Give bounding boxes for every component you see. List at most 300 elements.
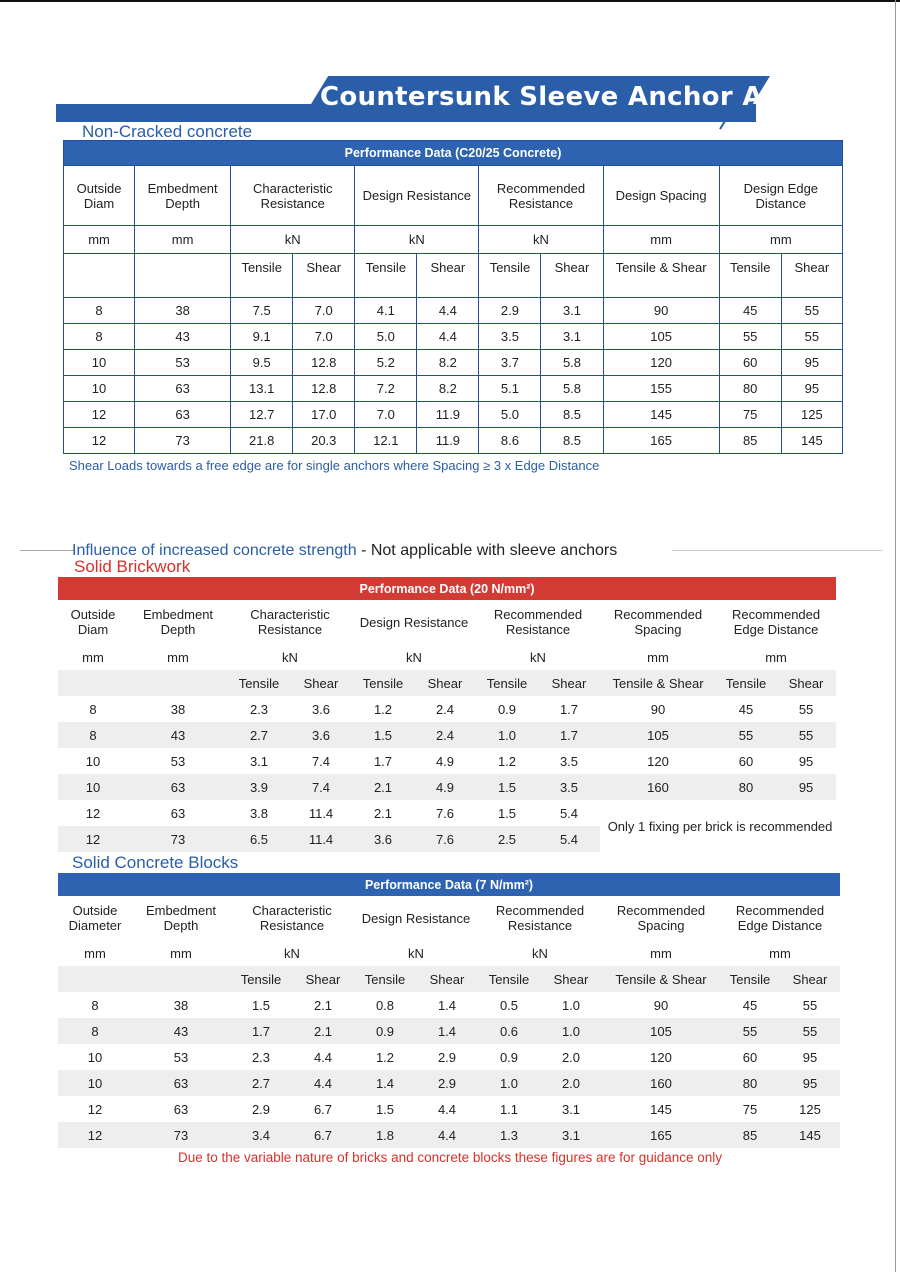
- table-cell: 165: [602, 1122, 720, 1148]
- col-header: Characteristic Resistance: [231, 166, 355, 226]
- col-header: Embedment Depth: [142, 607, 214, 637]
- col-header: Design Resistance: [355, 166, 479, 226]
- table-cell: 1.4: [354, 1070, 416, 1096]
- table-cell: 80: [716, 774, 776, 800]
- table-cell: 45: [742, 997, 758, 1013]
- table-cell: 12.1: [355, 428, 417, 454]
- table-cell: 55: [781, 298, 842, 324]
- col-header: Embedment Depth: [135, 166, 231, 226]
- table-cell: 2.0: [540, 1070, 602, 1096]
- table-cell: 2.1: [373, 805, 393, 821]
- unit-cell: kN: [479, 226, 603, 254]
- table-cell: 4.9: [435, 753, 455, 769]
- table-cell: 55: [780, 1018, 840, 1044]
- table-cell: 4.9: [414, 774, 476, 800]
- col-header: Recommended Resistance: [479, 166, 603, 226]
- table-cell: 7.4: [290, 774, 352, 800]
- table-cell: 63: [135, 376, 231, 402]
- table-row: [58, 1122, 840, 1148]
- table-cell: 12: [64, 428, 135, 454]
- col-header: Design Resistance: [359, 614, 469, 630]
- table-row: [58, 1070, 840, 1096]
- table-cell: 3.1: [540, 1122, 602, 1148]
- sub-header: Shear: [290, 670, 352, 696]
- unit-cell: mm: [84, 945, 106, 961]
- table-cell: 1.0: [476, 722, 538, 748]
- table-cell: 8: [58, 1018, 132, 1044]
- table-cell: 12: [87, 1101, 103, 1117]
- table-cell: 55: [781, 324, 842, 350]
- table-cell: 145: [650, 1101, 672, 1117]
- empty-cell: [58, 670, 128, 696]
- sub-header: Shear: [292, 966, 354, 992]
- table-cell: 3.5: [559, 753, 579, 769]
- table-cell: 7.6: [414, 826, 476, 852]
- table-cell: 4.4: [313, 1049, 333, 1065]
- table-cell: 43: [128, 722, 228, 748]
- sub-header: Tensile: [354, 966, 416, 992]
- table-cell: 38: [170, 701, 186, 717]
- table-cell: 90: [653, 997, 669, 1013]
- sub-header: Shear: [417, 254, 479, 298]
- table-cell: 6.5: [228, 826, 290, 852]
- sub-header: Shear: [541, 254, 603, 298]
- col-header: Recommended Spacing: [613, 607, 703, 637]
- empty-cell: [132, 966, 230, 992]
- table-cell: 2.1: [313, 997, 333, 1013]
- table-cell: 10: [85, 753, 101, 769]
- table-cell: 0.9: [499, 1049, 519, 1065]
- col-header: Recommended Spacing: [616, 903, 706, 933]
- table-cell: 5.2: [355, 350, 417, 376]
- table-cell: 4.4: [417, 324, 479, 350]
- table-header: Performance Data (7 N/mm²): [58, 873, 840, 896]
- table-cell: 55: [716, 722, 776, 748]
- table-cell: 38: [135, 298, 231, 324]
- table-cell: 1.2: [375, 1049, 395, 1065]
- table-cell: 8.5: [541, 402, 603, 428]
- unit-cell: mm: [135, 226, 231, 254]
- unit-cell: kN: [231, 226, 355, 254]
- table-row: [64, 350, 843, 376]
- table-cell: 1.8: [354, 1122, 416, 1148]
- table-cell: 125: [781, 402, 842, 428]
- table-cell: 11.4: [290, 826, 352, 852]
- page-top-border: [0, 0, 900, 2]
- table-cell: 125: [799, 1101, 821, 1117]
- table-cell: 1.1: [499, 1101, 519, 1117]
- sub-header: Tensile: [716, 670, 776, 696]
- col-header: Outside Diameter: [68, 903, 122, 933]
- unit-cell: mm: [650, 945, 672, 961]
- table-cell: 1.5: [251, 997, 271, 1013]
- table-cell: 10: [58, 774, 128, 800]
- table-cell: 160: [602, 1070, 720, 1096]
- table-cell: 105: [600, 722, 716, 748]
- table-cell: 1.2: [497, 753, 517, 769]
- sub-header: Shear: [414, 670, 476, 696]
- influence-title: Influence of increased concrete strength: [72, 542, 357, 559]
- table-cell: 2.9: [251, 1101, 271, 1117]
- sub-header: Tensile: [719, 254, 781, 298]
- table-cell: 5.0: [479, 402, 541, 428]
- table-row: [58, 748, 836, 774]
- col-header: Recommended Edge Distance: [735, 903, 825, 933]
- sub-header: Tensile & Shear: [603, 254, 719, 298]
- table-cell: 1.0: [561, 997, 581, 1013]
- table-cell: 1.2: [373, 701, 393, 717]
- col-header: Characteristic Resistance: [252, 903, 332, 933]
- table-cell: 0.9: [497, 701, 517, 717]
- table-cell: 2.7: [230, 1070, 292, 1096]
- table-cell: 12: [85, 805, 101, 821]
- unit-cell: mm: [167, 649, 189, 665]
- table-cell: 8.2: [417, 376, 479, 402]
- table-cell: 60: [738, 753, 754, 769]
- table-cell: 53: [173, 1049, 189, 1065]
- sub-header: Tensile & Shear: [602, 966, 720, 992]
- table-cell: 2.1: [292, 1018, 354, 1044]
- sub-header: Shear: [538, 670, 600, 696]
- table-cell: 4.4: [437, 1101, 457, 1117]
- table-non-cracked: [63, 140, 843, 454]
- table-cell: 9.5: [231, 350, 293, 376]
- table-cell: 38: [173, 997, 189, 1013]
- table-cell: 0.6: [478, 1018, 540, 1044]
- table-cell: 4.4: [292, 1070, 354, 1096]
- table-cell: 73: [128, 826, 228, 852]
- sub-header: Tensile: [352, 670, 414, 696]
- table-row: [58, 696, 836, 722]
- table-row: [64, 324, 843, 350]
- table-cell: 17.0: [293, 402, 355, 428]
- table-cell: 2.7: [228, 722, 290, 748]
- unit-cell: mm: [765, 649, 787, 665]
- influence-caveat: - Not applicable with sleeve anchors: [356, 542, 618, 559]
- table-cell: 1.7: [230, 1018, 292, 1044]
- unit-cell: kN: [355, 226, 479, 254]
- table-cell: 43: [135, 324, 231, 350]
- sub-header: Shear: [776, 670, 836, 696]
- table-cell: 8.6: [479, 428, 541, 454]
- table-cell: 5.1: [479, 376, 541, 402]
- table-cell: 2.4: [414, 722, 476, 748]
- unit-cell: kN: [406, 649, 422, 665]
- table-cell: 1.7: [373, 753, 393, 769]
- unit-cell: mm: [603, 226, 719, 254]
- table-cell: 55: [802, 997, 818, 1013]
- col-header: Design Resistance: [361, 910, 471, 926]
- table-cell: 60: [742, 1049, 758, 1065]
- table-cell: 11.4: [308, 805, 334, 821]
- table-cell: 1.5: [497, 805, 517, 821]
- table-cell: 6.7: [292, 1122, 354, 1148]
- table-cell: 11.9: [417, 402, 479, 428]
- table-cell: 4.1: [355, 298, 417, 324]
- col-header: Recommended Edge Distance: [731, 607, 821, 637]
- table-cell: 7.5: [231, 298, 293, 324]
- table-cell: 63: [132, 1070, 230, 1096]
- table-cell: 55: [798, 701, 814, 717]
- unit-cell: kN: [408, 945, 424, 961]
- col-header: Recommended Resistance: [495, 903, 585, 933]
- divider: [672, 550, 882, 551]
- table-cell: 2.9: [416, 1070, 478, 1096]
- table-cell: 95: [802, 1049, 818, 1065]
- table-cell: 73: [132, 1122, 230, 1148]
- table-cell: 10: [64, 376, 135, 402]
- table-cell: 12.7: [231, 402, 293, 428]
- table-cell: 60: [719, 350, 781, 376]
- guidance-note: Due to the variable nature of bricks and concrete blocks these figures are for guidance only: [177, 1150, 723, 1165]
- unit-cell: mm: [719, 226, 842, 254]
- table-cell: 1.5: [476, 774, 538, 800]
- table-row: [58, 1096, 840, 1122]
- table-cell: 3.1: [541, 298, 603, 324]
- table-cell: 3.6: [311, 701, 331, 717]
- sub-header: Tensile: [479, 254, 541, 298]
- sub-header: Tensile: [230, 966, 292, 992]
- section-non-cracked: Non-Cracked concrete: [82, 122, 253, 141]
- table-cell: 1.4: [416, 1018, 478, 1044]
- table-cell: 120: [647, 753, 669, 769]
- table-cell: 5.4: [538, 826, 600, 852]
- table-cell: 10: [58, 1070, 132, 1096]
- sub-header: Tensile: [231, 254, 293, 298]
- sub-header: Tensile: [228, 670, 290, 696]
- table-cell: 80: [720, 1070, 780, 1096]
- table-cell: 7.0: [355, 402, 417, 428]
- section-solid-brickwork: Solid Brickwork: [74, 557, 191, 576]
- table-cell: 11.9: [417, 428, 479, 454]
- table-cell: 2.9: [437, 1049, 457, 1065]
- empty-cell: [128, 670, 228, 696]
- table-cell: 12.8: [293, 376, 355, 402]
- table-cell: 7.0: [293, 324, 355, 350]
- table-cell: 3.4: [230, 1122, 292, 1148]
- table-solid-brickwork: [58, 577, 836, 852]
- table1-note: Shear Loads towards a free edge are for single anchors where Spacing ≥ 3 x Edge Distance: [69, 458, 600, 473]
- table-cell: 8.2: [417, 350, 479, 376]
- table-cell: 5.8: [541, 376, 603, 402]
- table-cell: 80: [719, 376, 781, 402]
- unit-cell: mm: [82, 649, 104, 665]
- table-cell: 12: [64, 402, 135, 428]
- table-cell: 55: [720, 1018, 780, 1044]
- table-cell: 0.5: [499, 997, 519, 1013]
- table-cell: 0.8: [375, 997, 395, 1013]
- table-cell: 120: [603, 350, 719, 376]
- divider: [20, 550, 74, 551]
- unit-cell: kN: [530, 649, 546, 665]
- table-cell: 7.6: [435, 805, 455, 821]
- table-row: [64, 428, 843, 454]
- table-cell: 7.2: [355, 376, 417, 402]
- table-cell: 95: [780, 1070, 840, 1096]
- sub-header: Tensile: [355, 254, 417, 298]
- table-cell: 53: [170, 753, 186, 769]
- unit-cell: mm: [64, 226, 135, 254]
- table-cell: 7.4: [311, 753, 331, 769]
- table-cell: 55: [719, 324, 781, 350]
- sub-header: Tensile: [720, 966, 780, 992]
- table-cell: 4.4: [417, 298, 479, 324]
- table-cell: 20.3: [293, 428, 355, 454]
- table-cell: 21.8: [231, 428, 293, 454]
- unit-cell: mm: [647, 649, 669, 665]
- table-cell: 2.9: [479, 298, 541, 324]
- table-cell: 8.5: [541, 428, 603, 454]
- sub-header: Shear: [780, 966, 840, 992]
- table-row: [64, 402, 843, 428]
- table-cell: 105: [603, 324, 719, 350]
- table-cell: 12: [58, 826, 128, 852]
- table-cell: 120: [650, 1049, 672, 1065]
- col-header: Design Edge Distance: [719, 166, 842, 226]
- table-cell: 105: [602, 1018, 720, 1044]
- table-cell: 2.4: [435, 701, 455, 717]
- table-cell: 12: [58, 1122, 132, 1148]
- table-cell: 63: [135, 402, 231, 428]
- table-row: [64, 376, 843, 402]
- table-cell: 1.0: [540, 1018, 602, 1044]
- table-cell: 55: [776, 722, 836, 748]
- table-cell: 3.7: [479, 350, 541, 376]
- table-cell: 2.3: [251, 1049, 271, 1065]
- table-row: [58, 1018, 840, 1044]
- table-cell: 1.0: [478, 1070, 540, 1096]
- table-row: [58, 1044, 840, 1070]
- table-cell: 1.3: [478, 1122, 540, 1148]
- table-cell: 1.5: [375, 1101, 395, 1117]
- table-cell: 10: [64, 350, 135, 376]
- table-cell: 85: [720, 1122, 780, 1148]
- sub-header: Tensile: [476, 670, 538, 696]
- table-cell: 3.1: [541, 324, 603, 350]
- table-cell: 1.7: [559, 701, 579, 717]
- empty-cell: [58, 966, 132, 992]
- table-cell: 160: [600, 774, 716, 800]
- table-cell: 8: [91, 997, 99, 1013]
- unit-cell: mm: [170, 945, 192, 961]
- table-cell: 3.6: [290, 722, 352, 748]
- col-header: Design Spacing: [603, 166, 719, 226]
- section-solid-concrete-blocks: Solid Concrete Blocks: [72, 853, 239, 872]
- table-cell: 5.0: [355, 324, 417, 350]
- sub-header: Shear: [293, 254, 355, 298]
- table-cell: 3.6: [352, 826, 414, 852]
- table-cell: 9.1: [231, 324, 293, 350]
- table-cell: 145: [780, 1122, 840, 1148]
- table-row: [58, 774, 836, 800]
- table-cell: 53: [135, 350, 231, 376]
- table-cell: 165: [603, 428, 719, 454]
- table-cell: 95: [781, 350, 842, 376]
- col-header: Recommended Resistance: [493, 607, 583, 637]
- page-right-border: [895, 0, 896, 1272]
- sub-header: Tensile: [478, 966, 540, 992]
- table-cell: 2.1: [352, 774, 414, 800]
- table-cell: 2.0: [561, 1049, 581, 1065]
- sub-header: Tensile & Shear: [600, 670, 716, 696]
- table-cell: 95: [781, 376, 842, 402]
- table-cell: 8: [64, 298, 135, 324]
- table-cell: 13.1: [231, 376, 293, 402]
- table-cell: 63: [173, 1101, 189, 1117]
- table-header: Performance Data (C20/25 Concrete): [64, 141, 843, 166]
- col-header: Characteristic Resistance: [250, 607, 330, 637]
- col-header: Outside Diam: [70, 607, 116, 637]
- table-cell: 75: [719, 402, 781, 428]
- table-cell: 45: [719, 298, 781, 324]
- table-header: Performance Data (20 N/mm²): [58, 577, 836, 600]
- table-solid-concrete-blocks: [58, 873, 840, 1148]
- table-cell: 75: [742, 1101, 758, 1117]
- table-cell: 63: [170, 805, 186, 821]
- table-cell: 6.7: [313, 1101, 333, 1117]
- unit-cell: kN: [282, 649, 298, 665]
- table-cell: 90: [650, 701, 666, 717]
- table-cell: 95: [798, 753, 814, 769]
- table-cell: 1.7: [538, 722, 600, 748]
- table-cell: 3.9: [228, 774, 290, 800]
- sub-header: Shear: [781, 254, 842, 298]
- table-cell: 12.8: [293, 350, 355, 376]
- table-cell: 3.5: [538, 774, 600, 800]
- brick-fixing-note: Only 1 fixing per brick is recommended: [607, 818, 833, 834]
- table-cell: 3.1: [561, 1101, 581, 1117]
- unit-cell: kN: [284, 945, 300, 961]
- table-cell: 2.3: [249, 701, 269, 717]
- table-row: [58, 992, 840, 1018]
- table-cell: 2.5: [476, 826, 538, 852]
- table-cell: 145: [781, 428, 842, 454]
- empty-cell: [64, 254, 135, 298]
- empty-cell: [135, 254, 231, 298]
- table-cell: 1.5: [352, 722, 414, 748]
- table-cell: 3.1: [249, 753, 269, 769]
- table-cell: 8: [58, 722, 128, 748]
- table-row: [64, 298, 843, 324]
- sub-header: Shear: [540, 966, 602, 992]
- table-cell: 45: [738, 701, 754, 717]
- table-cell: 155: [603, 376, 719, 402]
- col-header: Outside Diam: [64, 166, 135, 226]
- table-cell: 8: [89, 701, 97, 717]
- table-cell: 85: [719, 428, 781, 454]
- table-cell: 90: [603, 298, 719, 324]
- page-title: Countersunk Sleeve Anchor A2: [320, 82, 782, 112]
- unit-cell: mm: [769, 945, 791, 961]
- table-cell: 4.4: [416, 1122, 478, 1148]
- table-cell: 145: [603, 402, 719, 428]
- table-cell: 73: [135, 428, 231, 454]
- unit-cell: kN: [532, 945, 548, 961]
- table-cell: 3.8: [249, 805, 269, 821]
- table-cell: 5.8: [541, 350, 603, 376]
- table-cell: 43: [132, 1018, 230, 1044]
- table-cell: 8: [64, 324, 135, 350]
- table-cell: 63: [128, 774, 228, 800]
- table-cell: 0.9: [354, 1018, 416, 1044]
- table-cell: 95: [776, 774, 836, 800]
- table-cell: 10: [87, 1049, 103, 1065]
- table-cell: 1.4: [437, 997, 457, 1013]
- sub-header: Shear: [416, 966, 478, 992]
- table-row: [58, 722, 836, 748]
- table-cell: 7.0: [293, 298, 355, 324]
- table-cell: 5.4: [559, 805, 579, 821]
